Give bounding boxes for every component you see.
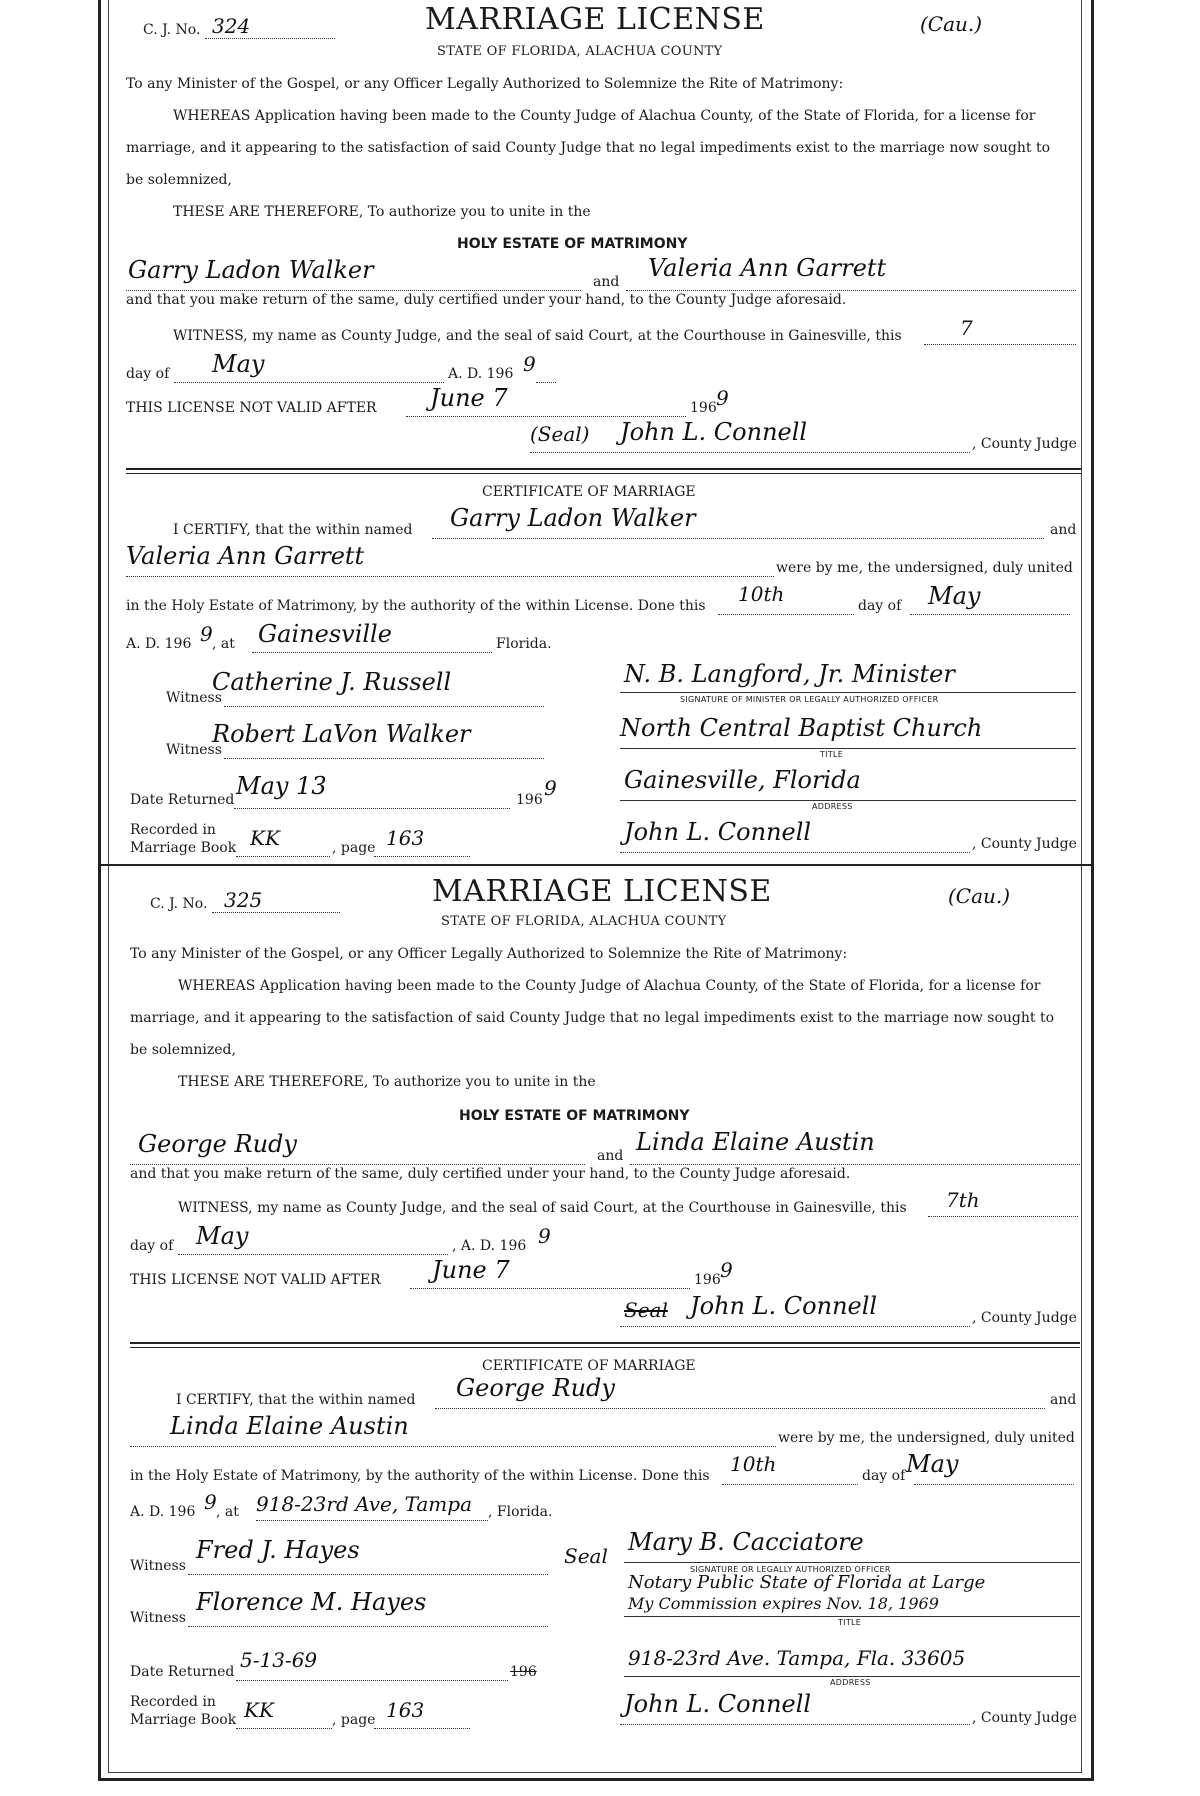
done-day: 10th bbox=[730, 1452, 777, 1476]
marriage-place: 918-23rd Ave, Tampa bbox=[256, 1492, 472, 1516]
date-returned-line bbox=[236, 1680, 508, 1681]
and-label: and bbox=[597, 1148, 624, 1164]
book-value: KK bbox=[250, 826, 280, 850]
done-month: May bbox=[928, 582, 981, 610]
month-line bbox=[174, 382, 444, 383]
cert-groom-name: Garry Ladon Walker bbox=[450, 504, 696, 532]
judge-signature-2: John L. Connell bbox=[624, 818, 812, 846]
divider-top bbox=[130, 1342, 1080, 1344]
not-valid-year-label: 196 bbox=[690, 400, 717, 416]
witness-day-line bbox=[924, 344, 1076, 345]
address-line: To any Minister of the Gospel, or any Officer Legally Authorized to Solemnize the Rite of Matrimony: bbox=[126, 76, 844, 92]
address-caption: ADDRESS bbox=[830, 1678, 871, 1687]
place-line bbox=[252, 652, 492, 653]
whereas-line-1: WHEREAS Application having been made to the County Judge of Alachua County, of the State of Florida, for a license for bbox=[178, 978, 1041, 994]
not-valid-line bbox=[410, 1288, 690, 1289]
cj-label: C. J. No. bbox=[143, 22, 201, 38]
page-line bbox=[374, 856, 470, 857]
cert-and-label: and bbox=[1050, 1392, 1077, 1408]
groom-name: George Rudy bbox=[138, 1130, 297, 1158]
witness-day: 7 bbox=[960, 316, 973, 340]
issue-month: May bbox=[212, 350, 265, 378]
recorded-label-1: Recorded in bbox=[130, 822, 216, 838]
title-caption: TITLE bbox=[820, 750, 844, 759]
not-valid-date: June 7 bbox=[432, 1256, 510, 1284]
done-month-line bbox=[914, 1484, 1074, 1485]
recorded-label-1: Recorded in bbox=[130, 1694, 216, 1710]
license-subtitle: STATE OF FLORIDA, ALACHUA COUNTY bbox=[437, 44, 723, 59]
witness-day-line bbox=[928, 1216, 1078, 1217]
seal-mark-2: Seal bbox=[564, 1544, 608, 1568]
not-valid-year-digit: 9 bbox=[720, 1258, 733, 1282]
address-caption: ADDRESS bbox=[812, 802, 853, 811]
officer-caption: SIGNATURE OF MINISTER OR LEGALLY AUTHORIZED OFFICER bbox=[680, 695, 939, 704]
officer-address: 918-23rd Ave. Tampa, Fla. 33605 bbox=[628, 1646, 966, 1670]
page-line bbox=[374, 1728, 470, 1729]
cj-line bbox=[205, 38, 335, 39]
not-valid-year-label: 196 bbox=[694, 1272, 721, 1288]
issue-month: May bbox=[196, 1222, 249, 1250]
at-label: , at bbox=[216, 1504, 239, 1520]
judge-sig-line bbox=[620, 1326, 970, 1327]
judge-signature-2: John L. Connell bbox=[624, 1690, 812, 1718]
cert-bride-name: Valeria Ann Garrett bbox=[126, 542, 365, 570]
place-line bbox=[256, 1520, 488, 1521]
officer-address-line bbox=[620, 800, 1076, 801]
not-valid-label: THIS LICENSE NOT VALID AFTER bbox=[126, 400, 377, 416]
cert-bride-line bbox=[130, 1446, 776, 1447]
date-returned-line bbox=[234, 808, 510, 809]
recorded-label-2: Marriage Book bbox=[130, 840, 237, 856]
witness1-line bbox=[188, 1574, 548, 1575]
witness1-label: Witness bbox=[166, 690, 222, 706]
holy-estate-line: in the Holy Estate of Matrimony, by the authority of the within License. Done this bbox=[126, 598, 706, 614]
whereas-line-3: be solemnized, bbox=[130, 1042, 236, 1058]
witness-day: 7th bbox=[946, 1188, 980, 1212]
therefore-line: THESE ARE THEREFORE, To authorize you to unite in the bbox=[178, 1074, 596, 1090]
ad-year-line bbox=[536, 382, 556, 383]
divider-bottom bbox=[130, 1347, 1080, 1348]
witness1-label: Witness bbox=[130, 1558, 186, 1574]
title-caption: TITLE bbox=[838, 1618, 862, 1627]
holy-estate-line: in the Holy Estate of Matrimony, by the authority of the within License. Done this bbox=[130, 1468, 710, 1484]
ad-year-digit: 9 bbox=[523, 352, 536, 376]
divider-top bbox=[126, 468, 1081, 470]
certify-label: I CERTIFY, that the within named bbox=[176, 1392, 416, 1408]
officer-title: Notary Public State of Florida at Large bbox=[628, 1572, 986, 1593]
were-united-label: were by me, the undersigned, duly united bbox=[778, 1430, 1075, 1446]
officer-sig-line bbox=[620, 692, 1076, 693]
book-line bbox=[236, 856, 330, 857]
cert-groom-line bbox=[432, 538, 1044, 539]
license-title: MARRIAGE LICENSE bbox=[425, 2, 765, 37]
were-united-label: were by me, the undersigned, duly united bbox=[776, 560, 1073, 576]
page-label: , page bbox=[332, 1712, 376, 1728]
recorded-label-2: Marriage Book bbox=[130, 1712, 237, 1728]
marriage-place: Gainesville bbox=[258, 620, 392, 648]
officer-address-line bbox=[624, 1676, 1080, 1677]
ad-label: A. D. 196 bbox=[448, 366, 514, 382]
race-note: (Cau.) bbox=[948, 884, 1011, 908]
book-line bbox=[236, 1728, 332, 1729]
cert-and-label: and bbox=[1050, 522, 1077, 538]
address-line: To any Minister of the Gospel, or any Officer Legally Authorized to Solemnize the Rite of Matrimony: bbox=[130, 946, 848, 962]
day-of-label: day of bbox=[130, 1238, 174, 1254]
bride-name: Linda Elaine Austin bbox=[636, 1128, 875, 1156]
officer-title-line bbox=[620, 748, 1076, 749]
officer-signature: Mary B. Cacciatore bbox=[628, 1528, 864, 1556]
judge-signature: John L. Connell bbox=[690, 1292, 878, 1320]
page-value: 163 bbox=[386, 826, 425, 850]
return-line: and that you make return of the same, duly certified under your hand, to the County Judge aforesaid. bbox=[126, 292, 847, 308]
cj-number: 324 bbox=[212, 14, 251, 38]
license-separator bbox=[98, 864, 1091, 866]
ad-at-digit: 9 bbox=[204, 1490, 217, 1514]
race-note: (Cau.) bbox=[920, 12, 983, 36]
judge-sig-line bbox=[530, 452, 970, 453]
whereas-line-2: marriage, and it appearing to the satisfaction of said County Judge that no legal impediments exist to the marriage now sought to bbox=[130, 1010, 1054, 1026]
groom-line bbox=[130, 1164, 585, 1165]
and-label: and bbox=[593, 274, 620, 290]
witness-county-line: WITNESS, my name as County Judge, and the seal of said Court, at the Courthouse in Gainesville, this bbox=[173, 328, 902, 344]
county-judge-label: , County Judge bbox=[972, 1310, 1077, 1326]
month-line bbox=[178, 1254, 448, 1255]
groom-line bbox=[126, 290, 581, 291]
not-valid-label: THIS LICENSE NOT VALID AFTER bbox=[130, 1272, 381, 1288]
witness2-line bbox=[224, 758, 544, 759]
witness2-label: Witness bbox=[130, 1610, 186, 1626]
ad-at-label: A. D. 196 bbox=[126, 636, 192, 652]
cj-number: 325 bbox=[224, 888, 263, 912]
at-label: , at bbox=[212, 636, 235, 652]
florida-label: , Florida. bbox=[488, 1504, 553, 1520]
done-day-of-label: day of bbox=[862, 1468, 906, 1484]
date-returned-year-label: 196 bbox=[510, 1664, 537, 1680]
done-day-line bbox=[722, 1484, 858, 1485]
witness2-signature: Florence M. Hayes bbox=[196, 1588, 427, 1616]
judge-sig2-line bbox=[620, 1724, 970, 1725]
done-day-line bbox=[718, 614, 854, 615]
whereas-line-1: WHEREAS Application having been made to the County Judge of Alachua County, of the State of Florida, for a license for bbox=[173, 108, 1036, 124]
license-subtitle: STATE OF FLORIDA, ALACHUA COUNTY bbox=[441, 914, 727, 929]
page-label: , page bbox=[332, 840, 376, 856]
certify-label: I CERTIFY, that the within named bbox=[173, 522, 413, 538]
officer-title: North Central Baptist Church bbox=[620, 714, 983, 742]
witness1-line bbox=[224, 706, 544, 707]
seal-mark: (Seal) bbox=[530, 422, 590, 446]
date-returned-label: Date Returned bbox=[130, 1664, 235, 1680]
done-month-line bbox=[910, 614, 1070, 615]
whereas-line-3: be solemnized, bbox=[126, 172, 232, 188]
date-returned-label: Date Returned bbox=[130, 792, 235, 808]
date-returned-value: 5-13-69 bbox=[240, 1648, 318, 1672]
officer-signature: N. B. Langford, Jr. Minister bbox=[624, 660, 955, 688]
bride-line bbox=[626, 290, 1076, 291]
license-title: MARRIAGE LICENSE bbox=[432, 874, 772, 909]
witness2-signature: Robert LaVon Walker bbox=[212, 720, 471, 748]
done-day-of-label: day of bbox=[858, 598, 902, 614]
cert-bride-name: Linda Elaine Austin bbox=[170, 1412, 409, 1440]
witness-county-line: WITNESS, my name as County Judge, and the seal of said Court, at the Courthouse in Gainesville, this bbox=[178, 1200, 907, 1216]
witness1-signature: Fred J. Hayes bbox=[196, 1536, 360, 1564]
officer-caption: SIGNATURE OR LEGALLY AUTHORIZED OFFICER bbox=[690, 1565, 891, 1574]
holy-estate-heading: HOLY ESTATE OF MATRIMONY bbox=[459, 1108, 690, 1124]
ad-at-digit: 9 bbox=[200, 622, 213, 646]
county-judge-label: , County Judge bbox=[972, 436, 1077, 452]
witness2-label: Witness bbox=[166, 742, 222, 758]
cert-groom-line bbox=[435, 1408, 1045, 1409]
day-of-label: day of bbox=[126, 366, 170, 382]
page-value: 163 bbox=[386, 1698, 425, 1722]
certificate-title: CERTIFICATE OF MARRIAGE bbox=[482, 1358, 696, 1374]
cj-label: C. J. No. bbox=[150, 896, 208, 912]
ad-label: , A. D. 196 bbox=[452, 1238, 527, 1254]
judge-signature: John L. Connell bbox=[620, 418, 808, 446]
return-line: and that you make return of the same, duly certified under your hand, to the County Judge aforesaid. bbox=[130, 1166, 851, 1182]
seal-mark: Seal bbox=[624, 1298, 668, 1322]
date-returned-year-label: 196 bbox=[516, 792, 543, 808]
cert-groom-name: George Rudy bbox=[456, 1374, 615, 1402]
date-returned-value: May 13 bbox=[236, 772, 327, 800]
whereas-line-2: marriage, and it appearing to the satisfaction of said County Judge that no legal impediments exist to the marriage now sought to bbox=[126, 140, 1050, 156]
officer-sig-line bbox=[624, 1562, 1080, 1563]
groom-name: Garry Ladon Walker bbox=[128, 256, 374, 284]
county-judge-label-2: , County Judge bbox=[972, 1710, 1077, 1726]
certificate-title: CERTIFICATE OF MARRIAGE bbox=[482, 484, 696, 500]
divider-bottom bbox=[126, 473, 1081, 474]
ad-at-label: A. D. 196 bbox=[130, 1504, 196, 1520]
therefore-line: THESE ARE THEREFORE, To authorize you to unite in the bbox=[173, 204, 591, 220]
florida-label: Florida. bbox=[496, 636, 552, 652]
done-day: 10th bbox=[738, 582, 785, 606]
officer-title-line bbox=[624, 1616, 1080, 1617]
cert-bride-line bbox=[126, 576, 774, 577]
witness2-line bbox=[188, 1626, 548, 1627]
ad-year-digit: 9 bbox=[538, 1224, 551, 1248]
cj-line bbox=[212, 912, 340, 913]
officer-address: Gainesville, Florida bbox=[624, 766, 861, 794]
county-judge-label-2: , County Judge bbox=[972, 836, 1077, 852]
done-month: May bbox=[906, 1450, 959, 1478]
bride-line bbox=[630, 1164, 1080, 1165]
witness1-signature: Catherine J. Russell bbox=[212, 668, 452, 696]
holy-estate-heading: HOLY ESTATE OF MATRIMONY bbox=[457, 236, 688, 252]
date-returned-year-digit: 9 bbox=[544, 776, 557, 800]
officer-title-2: My Commission expires Nov. 18, 1969 bbox=[628, 1594, 939, 1613]
book-value: KK bbox=[244, 1698, 274, 1722]
not-valid-year-digit: 9 bbox=[716, 386, 729, 410]
not-valid-line bbox=[406, 416, 686, 417]
judge-sig2-line bbox=[620, 852, 970, 853]
bride-name: Valeria Ann Garrett bbox=[648, 254, 887, 282]
not-valid-date: June 7 bbox=[430, 384, 508, 412]
